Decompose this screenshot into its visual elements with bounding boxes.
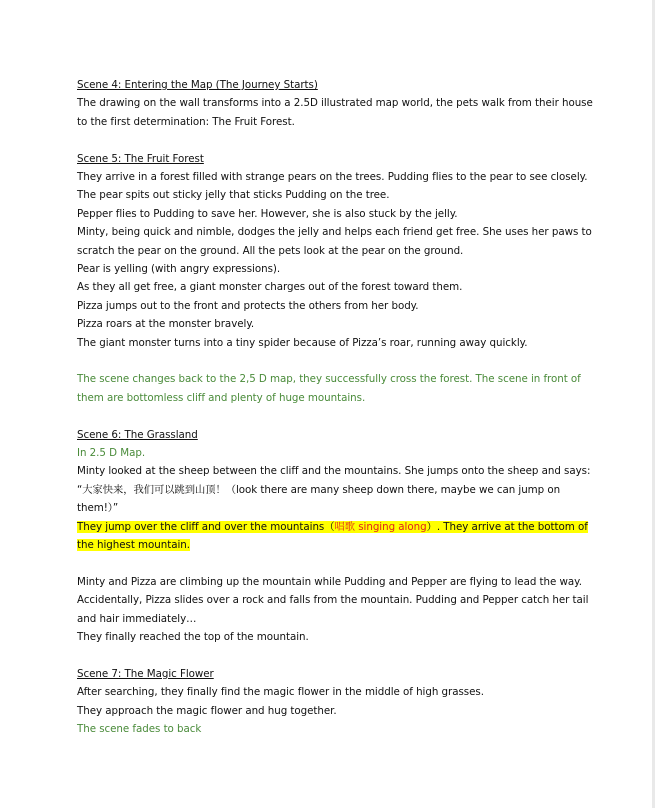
paragraph-spacer <box>77 647 577 665</box>
scene-5-line: The pear spits out sticky jelly that sticks Pudding on the tree. <box>77 189 390 202</box>
scene-5-line: scratch the pear on the ground. All the pets look at the pear on the ground. <box>77 244 464 257</box>
scene-6-heading: Scene 6: The Grassland <box>77 428 198 441</box>
scene-5-line: They arrive in a forest filled with strange pears on the trees. Pudding flies to the pear to see closely. <box>77 171 588 184</box>
scene-6-map-note: In 2.5 D Map. <box>77 447 146 460</box>
scene-6-line: They finally reached the top of the mountain. <box>77 631 309 644</box>
paragraph-spacer <box>77 407 577 425</box>
scene-6-highlight-line <box>77 518 588 536</box>
scene-4-line: The drawing on the wall transforms into a 2.5D illustrated map world, the pets walk from their house <box>77 97 593 110</box>
highlight-song-text: 唱歌 singing along <box>334 520 427 533</box>
scene-5-line: Minty, being quick and nimble, dodges the jelly and helps each friend get free. She uses her paws to <box>77 226 592 239</box>
scene-5-line: Pepper flies to Pudding to save her. However, she is also stuck by the jelly. <box>77 207 458 220</box>
scene-5-transition: The scene changes back to the 2,5 D map, they successfully cross the forest. The scene in front of <box>77 373 581 386</box>
scene-5-line: Pizza roars at the monster bravely. <box>77 318 255 331</box>
scene-6-line: “大家快来，我们可以跳到山顶！（look there are many sheep down there, maybe we can jump on <box>77 483 561 496</box>
scene-5-line: As they all get free, a giant monster charges out of the forest toward them. <box>77 281 463 294</box>
highlight-text: They jump over the cliff and over the mountains（ <box>77 520 335 533</box>
scene-5-line: The giant monster turns into a tiny spider because of Pizza’s roar, running away quickly. <box>77 336 528 349</box>
scene-7-line: After searching, they finally find the magic flower in the middle of high grasses. <box>77 686 484 699</box>
paragraph-spacer <box>77 352 577 370</box>
document-body <box>77 76 593 739</box>
scene-5-line: Pear is yelling (with angry expressions). <box>77 263 281 276</box>
scene-6-line: them!）” <box>77 502 119 515</box>
scene-6-line: Minty and Pizza are climbing up the mountain while Pudding and Pepper are flying to lead the way. <box>77 575 582 588</box>
scene-7-transition: The scene fades to back <box>77 723 202 736</box>
scene-6-line: and hair immediately… <box>77 612 197 625</box>
highlight-text: the highest mountain. <box>77 539 190 552</box>
highlight-text: ）. They arrive at the bottom of <box>426 520 588 533</box>
scene-7-heading: Scene 7: The Magic Flower <box>77 667 214 680</box>
scene-4-heading: Scene 4: Entering the Map (The Journey Starts) <box>77 79 318 91</box>
paragraph-spacer <box>77 555 577 573</box>
paragraph-spacer <box>77 131 577 149</box>
scene-5-transition: them are bottomless cliff and plenty of huge mountains. <box>77 391 366 404</box>
scene-4-line: to the first determination: The Fruit Forest. <box>77 115 295 128</box>
scene-6-highlight-line <box>77 536 577 554</box>
scene-6-line: Accidentally, Pizza slides over a rock and falls from the mountain. Pudding and Pepper catch her tail <box>77 594 589 607</box>
scene-5-line: Pizza jumps out to the front and protects the others from her body. <box>77 299 419 312</box>
scene-5-heading: Scene 5: The Fruit Forest <box>77 152 204 165</box>
scene-7-line: They approach the magic flower and hug together. <box>77 704 337 717</box>
scene-6-line: Minty looked at the sheep between the cliff and the mountains. She jumps onto the sheep and says: <box>77 465 591 478</box>
